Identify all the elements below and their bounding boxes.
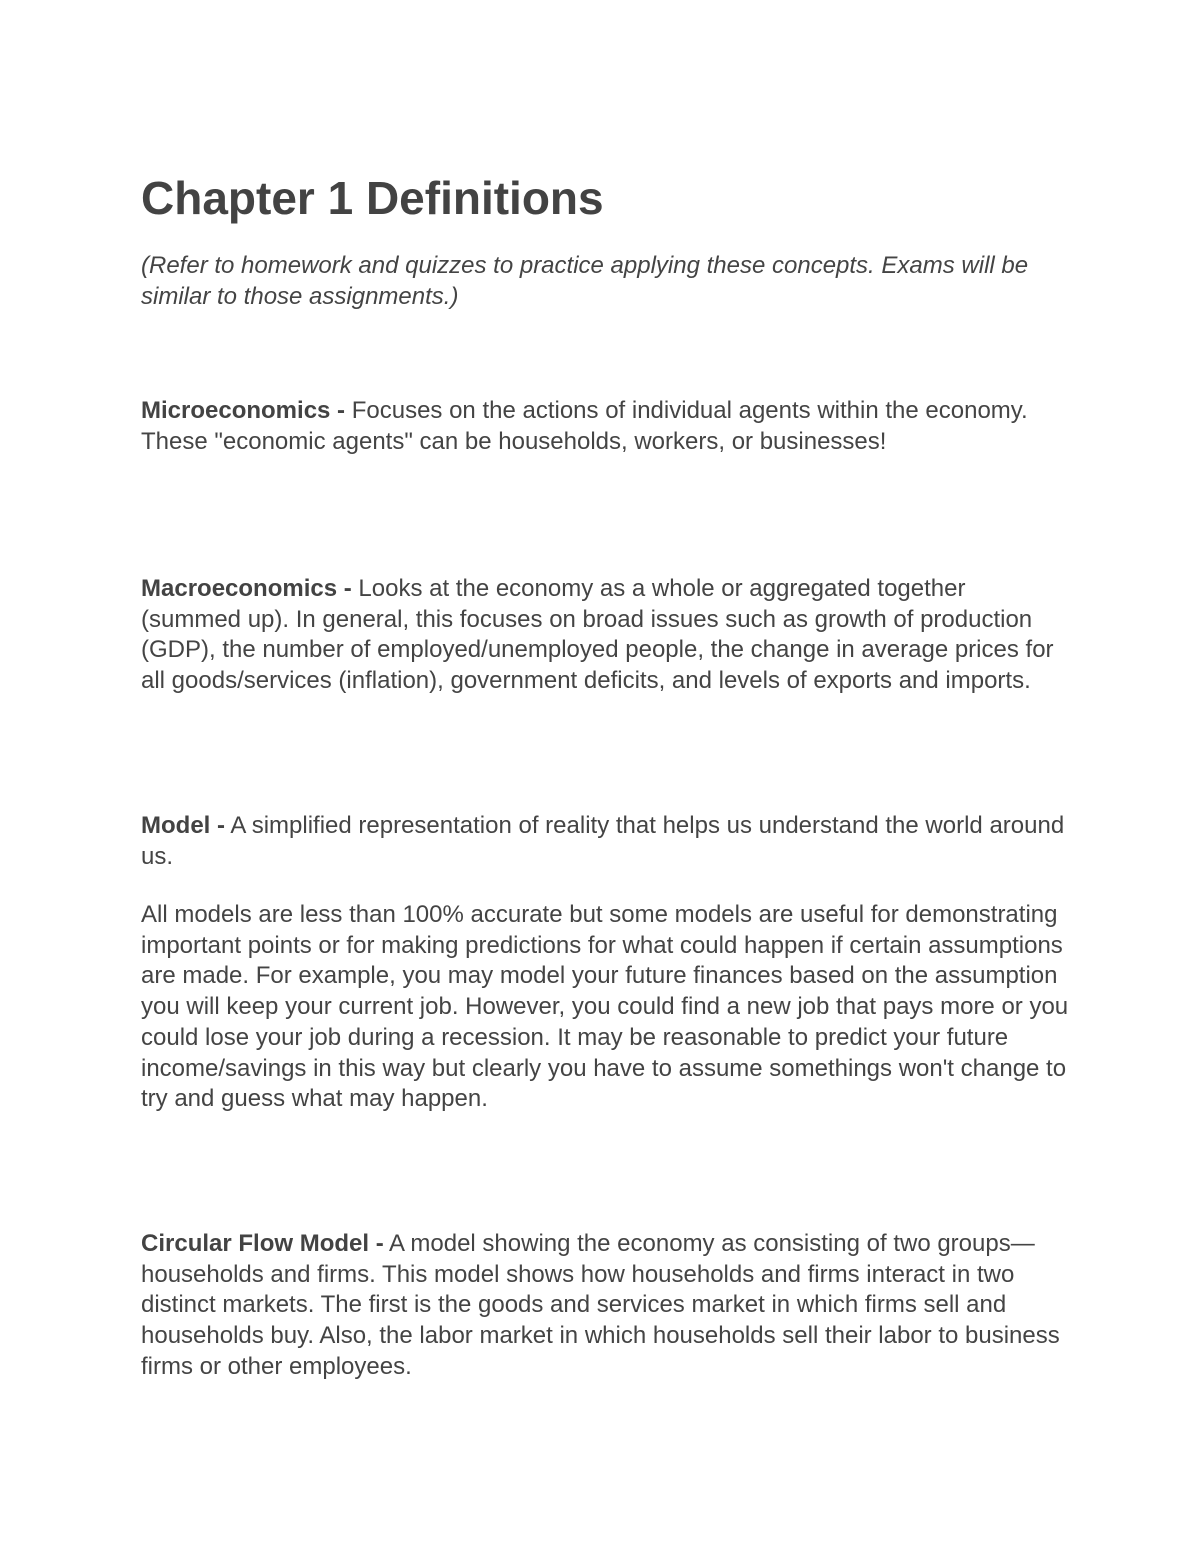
definition-text: A model showing the economy as consisting of two groups—households and firms. This model shows how households and firms interact in two distinct markets. The first is the goods and services market in which firms sell and households buy. Also, the labor market in which households sell their labor to business firms or other employees. (141, 1230, 1060, 1380)
definition-model (141, 811, 1071, 872)
definition-term: Microeconomics - (141, 397, 346, 424)
definition-term: Macroeconomics - (141, 575, 352, 602)
definition-macroeconomics (141, 574, 1071, 697)
definition-text: Looks at the economy as a whole or aggregated together (summed up). In general, this focuses on broad issues such as growth of production (GDP), the number of employed/unemployed people, the change in average prices for all goods/services (inflation), government deficits, and levels of exports and imports. (141, 575, 1054, 695)
study-note: (Refer to homework and quizzes to practice applying these concepts. Exams will be similar to those assignments.) (141, 252, 1029, 310)
definition-microeconomics (141, 396, 1071, 457)
definition-term: Circular Flow Model - (141, 1230, 384, 1257)
definition-text: A simplified representation of reality that helps us understand the world around us. (141, 812, 1065, 870)
definition-term: Model - (141, 812, 225, 839)
page-title: Chapter 1 Definitions (141, 172, 604, 224)
definition-circular-flow-model (141, 1229, 1071, 1383)
definition-text: Focuses on the actions of individual agents within the economy. These "economic agents" can be households, workers, or businesses! (141, 397, 1028, 455)
model-explanation-paragraph: All models are less than 100% accurate but some models are useful for demonstrating important points or for making predictions for what could happen if certain assumptions are made. For example, you may model your future finances based on the assumption you will keep your current job. However, you could find a new job that pays more or you could lose your job during a recession. It may be reasonable to predict your future income/savings in this way but clearly you have to assume somethings won't change to try and guess what may happen. (141, 901, 1069, 1113)
